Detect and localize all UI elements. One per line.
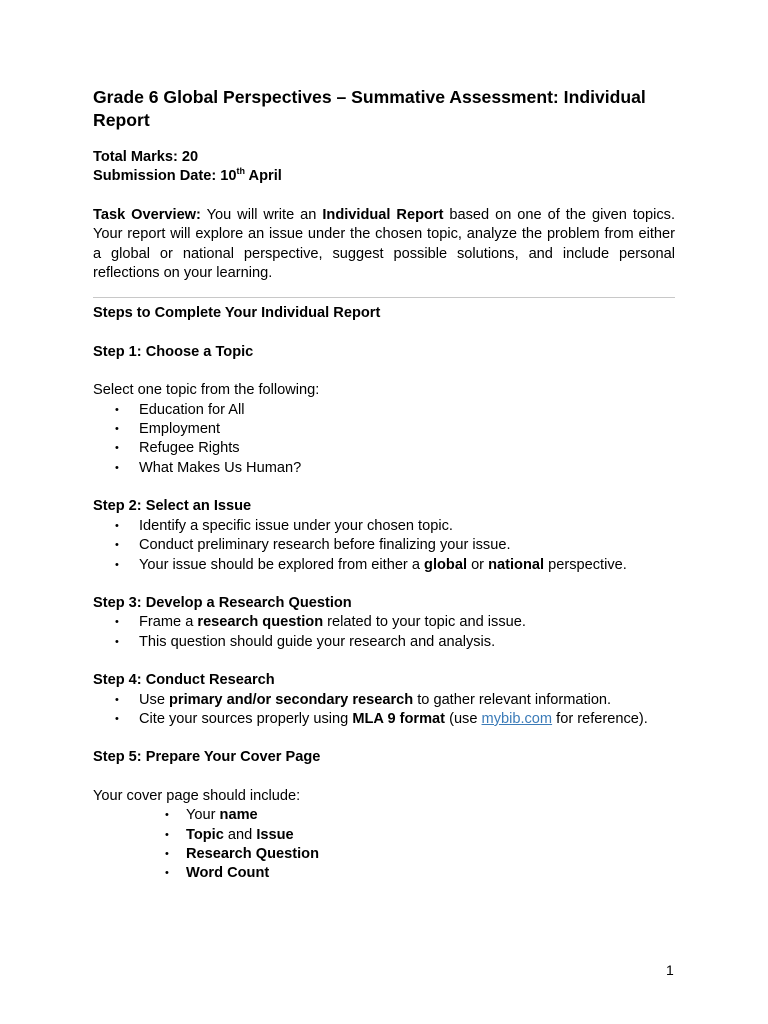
bullet-icon: • bbox=[115, 539, 119, 552]
step5-heading: Step 5: Prepare Your Cover Page bbox=[93, 749, 321, 766]
step3-heading: Step 3: Develop a Research Question bbox=[93, 594, 352, 611]
list-item: • What Makes Us Human? bbox=[93, 459, 675, 478]
list-item: • Frame a research question related to your topic and issue. bbox=[93, 613, 675, 632]
list-item: • Research Question bbox=[93, 845, 675, 864]
bullet-icon: • bbox=[115, 423, 119, 436]
document-page bbox=[93, 86, 675, 884]
step3-list bbox=[93, 613, 675, 652]
bullet-icon: • bbox=[165, 847, 169, 860]
bullet-icon: • bbox=[115, 461, 119, 474]
page-title: Grade 6 Global Perspectives – Summative Assessment: Individual Report bbox=[93, 87, 646, 130]
step2-heading: Step 2: Select an Issue bbox=[93, 498, 252, 515]
bullet-icon: • bbox=[115, 558, 119, 571]
bullet-icon: • bbox=[115, 635, 119, 648]
step4-list bbox=[93, 691, 675, 730]
list-item: • Your issue should be explored from either a global or national perspective. bbox=[93, 556, 675, 575]
bullet-icon: • bbox=[115, 403, 119, 416]
bullet-icon: • bbox=[165, 867, 169, 880]
mybib-link[interactable]: mybib.com bbox=[481, 710, 553, 727]
bullet-icon: • bbox=[165, 809, 169, 822]
list-item: • Conduct preliminary research before finalizing your issue. bbox=[93, 536, 675, 555]
page-number: 1 bbox=[666, 962, 674, 978]
bullet-icon: • bbox=[115, 616, 119, 629]
bullet-icon: • bbox=[115, 442, 119, 455]
list-item: • Employment bbox=[93, 420, 675, 439]
bullet-icon: • bbox=[165, 828, 169, 841]
cover-page-list bbox=[93, 806, 675, 884]
list-item: • Topic and Issue bbox=[93, 826, 675, 845]
total-marks: Total Marks: 20 bbox=[93, 149, 199, 165]
step1-intro: Select one topic from the following: bbox=[93, 382, 320, 399]
step4-heading: Step 4: Conduct Research bbox=[93, 672, 275, 689]
list-item: • This question should guide your research and analysis. bbox=[93, 633, 675, 652]
list-item: • Refugee Rights bbox=[93, 439, 675, 458]
task-overview: Task Overview: You will write an Individual Report based on one of the given topics. Your report will explore an issue under the chosen topic, analyze the problem from either a global or national perspective, suggest possible solutions, and include personal reflections on your learning. bbox=[93, 206, 676, 282]
list-item: • Cite your sources properly using MLA 9 format (use mybib.com for reference). bbox=[93, 710, 675, 729]
steps-heading: Steps to Complete Your Individual Report bbox=[93, 305, 381, 322]
list-item: • Word Count bbox=[93, 864, 675, 883]
step2-list bbox=[93, 517, 675, 575]
list-item: • Your name bbox=[93, 806, 675, 825]
bullet-icon: • bbox=[115, 693, 119, 706]
list-item: • Education for All bbox=[93, 401, 675, 420]
bullet-icon: • bbox=[115, 712, 119, 725]
step5-intro: Your cover page should include: bbox=[93, 787, 301, 804]
list-item: • Use primary and/or secondary research to gather relevant information. bbox=[93, 691, 675, 710]
submission-date: Submission Date: 10th April bbox=[93, 166, 282, 185]
topic-list bbox=[93, 401, 675, 479]
step1-heading: Step 1: Choose a Topic bbox=[93, 343, 254, 360]
bullet-icon: • bbox=[115, 519, 119, 532]
list-item: • Identify a specific issue under your chosen topic. bbox=[93, 517, 675, 536]
